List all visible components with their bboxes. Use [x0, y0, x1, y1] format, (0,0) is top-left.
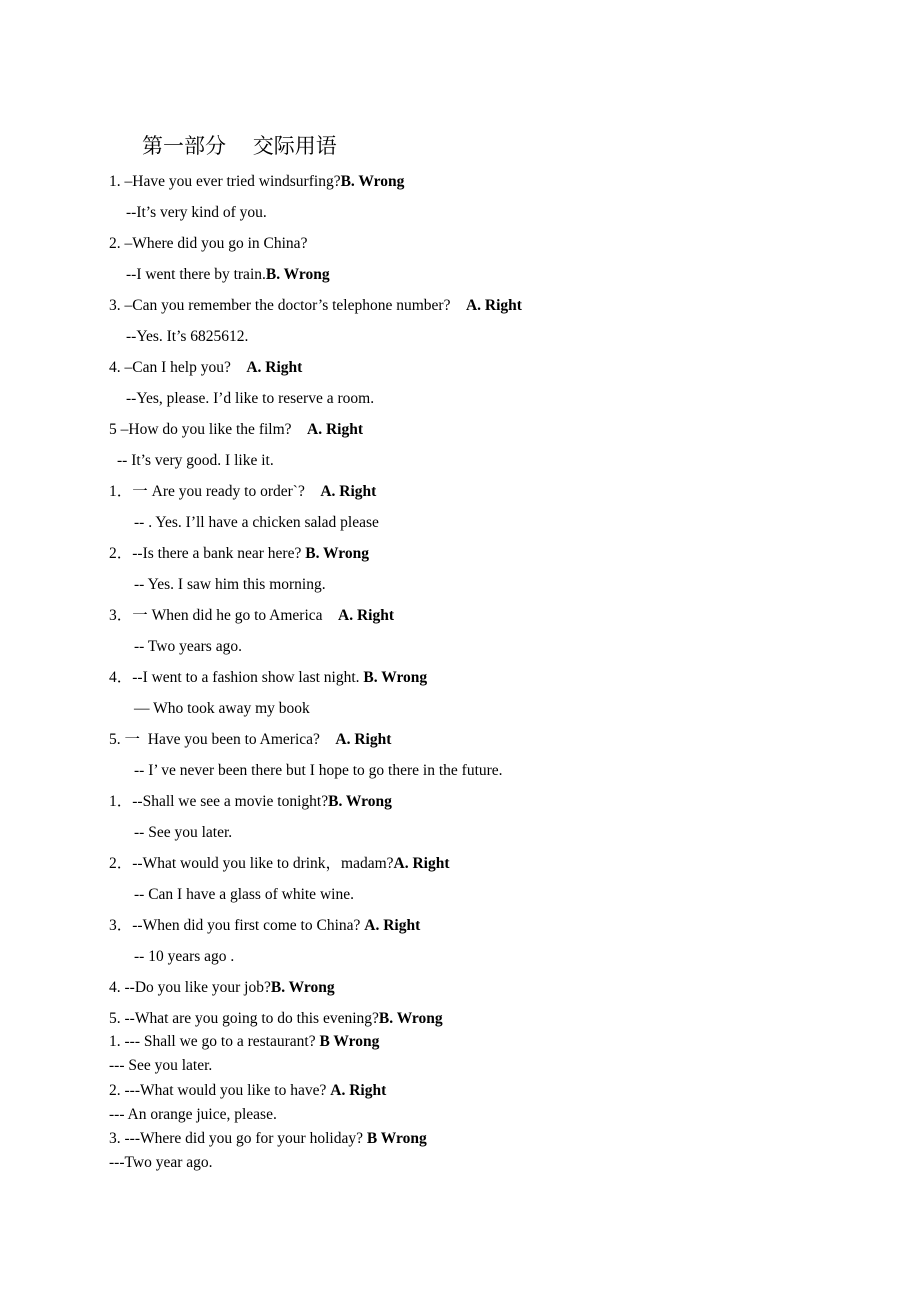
answer-label: B. Wrong [340, 173, 405, 190]
dialogue-text: 3．--When did you first come to China? [109, 917, 365, 934]
answer-label: A. Right [320, 483, 377, 500]
qa-line [109, 1056, 212, 1076]
answer-label: A. Right [335, 731, 392, 748]
dialogue-text: 2. ---What would you like to have? [109, 1082, 331, 1099]
dialogue-text: --I went there by train. [126, 266, 266, 283]
dialogue-text: -- Can I have a glass of white wine. [134, 886, 354, 903]
qa-line [134, 513, 379, 533]
qa-line [126, 203, 267, 223]
dialogue-text: 1．一 Are you ready to order`? [109, 483, 321, 500]
dialogue-text: 5 –How do you like the film? [109, 421, 308, 438]
qa-line [109, 1129, 427, 1149]
qa-line [109, 854, 450, 874]
qa-line [109, 234, 307, 254]
dialogue-text: --It’s very kind of you. [126, 204, 267, 221]
qa-line [109, 978, 335, 998]
answer-label: B. Wrong [378, 1010, 443, 1027]
qa-line [109, 792, 392, 812]
qa-line [134, 575, 326, 595]
dialogue-text: 3. –Can you remember the doctor’s telephone number? [109, 297, 466, 314]
qa-line [109, 606, 394, 626]
dialogue-text: -- It’s very good. I like it. [117, 452, 274, 469]
dialogue-text: -- See you later. [134, 824, 233, 841]
qa-line [134, 699, 310, 719]
dialogue-text: 1. --- Shall we go to a restaurant? [109, 1033, 320, 1050]
qa-line [126, 327, 248, 347]
qa-line [109, 544, 369, 564]
dialogue-text: 2．--Is there a bank near here? [109, 545, 306, 562]
dialogue-text: 5. --What are you going to do this evening? [109, 1010, 379, 1027]
qa-line [126, 389, 374, 409]
dialogue-text: — Who took away my book [134, 700, 310, 717]
qa-line [134, 947, 234, 967]
qa-line [109, 1009, 443, 1029]
dialogue-text: 2. –Where did you go in China? [109, 235, 308, 252]
dialogue-text: -- Yes. I saw him this morning. [134, 576, 326, 593]
qa-line [117, 451, 274, 471]
answer-label: B. Wrong [363, 669, 428, 686]
page-title: 第一部分 交际用语 [142, 134, 337, 158]
answer-label: A. Right [246, 359, 303, 376]
qa-line [134, 637, 242, 657]
dialogue-text: --Yes, please. I’d like to reserve a room. [126, 390, 375, 407]
answer-label: B Wrong [319, 1033, 380, 1050]
qa-line [109, 172, 404, 192]
qa-line [134, 885, 354, 905]
qa-line [109, 1081, 386, 1101]
answer-label: B. Wrong [305, 545, 369, 562]
qa-line [109, 730, 391, 750]
qa-line [134, 823, 232, 843]
dialogue-text: 1. –Have you ever tried windsurfing? [109, 173, 341, 190]
answer-label: A. Right [338, 607, 394, 624]
dialogue-text: 2．--What would you like to drink，madam? [109, 855, 394, 872]
qa-line [109, 420, 363, 440]
qa-line [109, 482, 376, 502]
answer-label: B. Wrong [328, 793, 392, 810]
answer-label: A. Right [465, 297, 522, 314]
dialogue-text: 4. --Do you like your job? [109, 979, 271, 996]
qa-line [109, 296, 522, 316]
answer-label: B. Wrong [265, 266, 330, 283]
answer-label: A. Right [393, 855, 450, 872]
dialogue-text: -- Two years ago. [134, 638, 242, 655]
dialogue-text: 1．--Shall we see a movie tonight? [109, 793, 329, 810]
qa-line [109, 916, 420, 936]
qa-line [134, 761, 503, 781]
qa-line [109, 1153, 213, 1173]
dialogue-text: 5. 一 Have you been to America? [109, 731, 336, 748]
answer-label: A. Right [307, 421, 364, 438]
dialogue-text: --Yes. It’s 6825612. [126, 328, 249, 345]
answer-label: A. Right [330, 1082, 387, 1099]
qa-line [109, 668, 427, 688]
dialogue-text: 3. ---Where did you go for your holiday? [109, 1130, 367, 1147]
answer-label: A. Right [364, 917, 421, 934]
dialogue-text: ---Two year ago. [109, 1154, 213, 1171]
dialogue-text: 3．一 When did he go to America [109, 607, 339, 624]
dialogue-text: --- See you later. [109, 1057, 213, 1074]
dialogue-text: -- I’ ve never been there but I hope to go there in the future. [134, 762, 503, 779]
qa-line [109, 1105, 277, 1125]
dialogue-text: -- 10 years ago . [134, 948, 235, 965]
qa-line [109, 358, 302, 378]
dialogue-text: 4．--I went to a fashion show last night. [109, 669, 364, 686]
qa-line [109, 1032, 379, 1052]
dialogue-text: --- An orange juice, please. [109, 1106, 277, 1123]
dialogue-text: 4. –Can I help you? [109, 359, 247, 376]
qa-line [126, 265, 330, 285]
dialogue-text: -- . Yes. I’ll have a chicken salad please [134, 514, 379, 531]
answer-label: B Wrong [366, 1130, 427, 1147]
answer-label: B. Wrong [270, 979, 335, 996]
